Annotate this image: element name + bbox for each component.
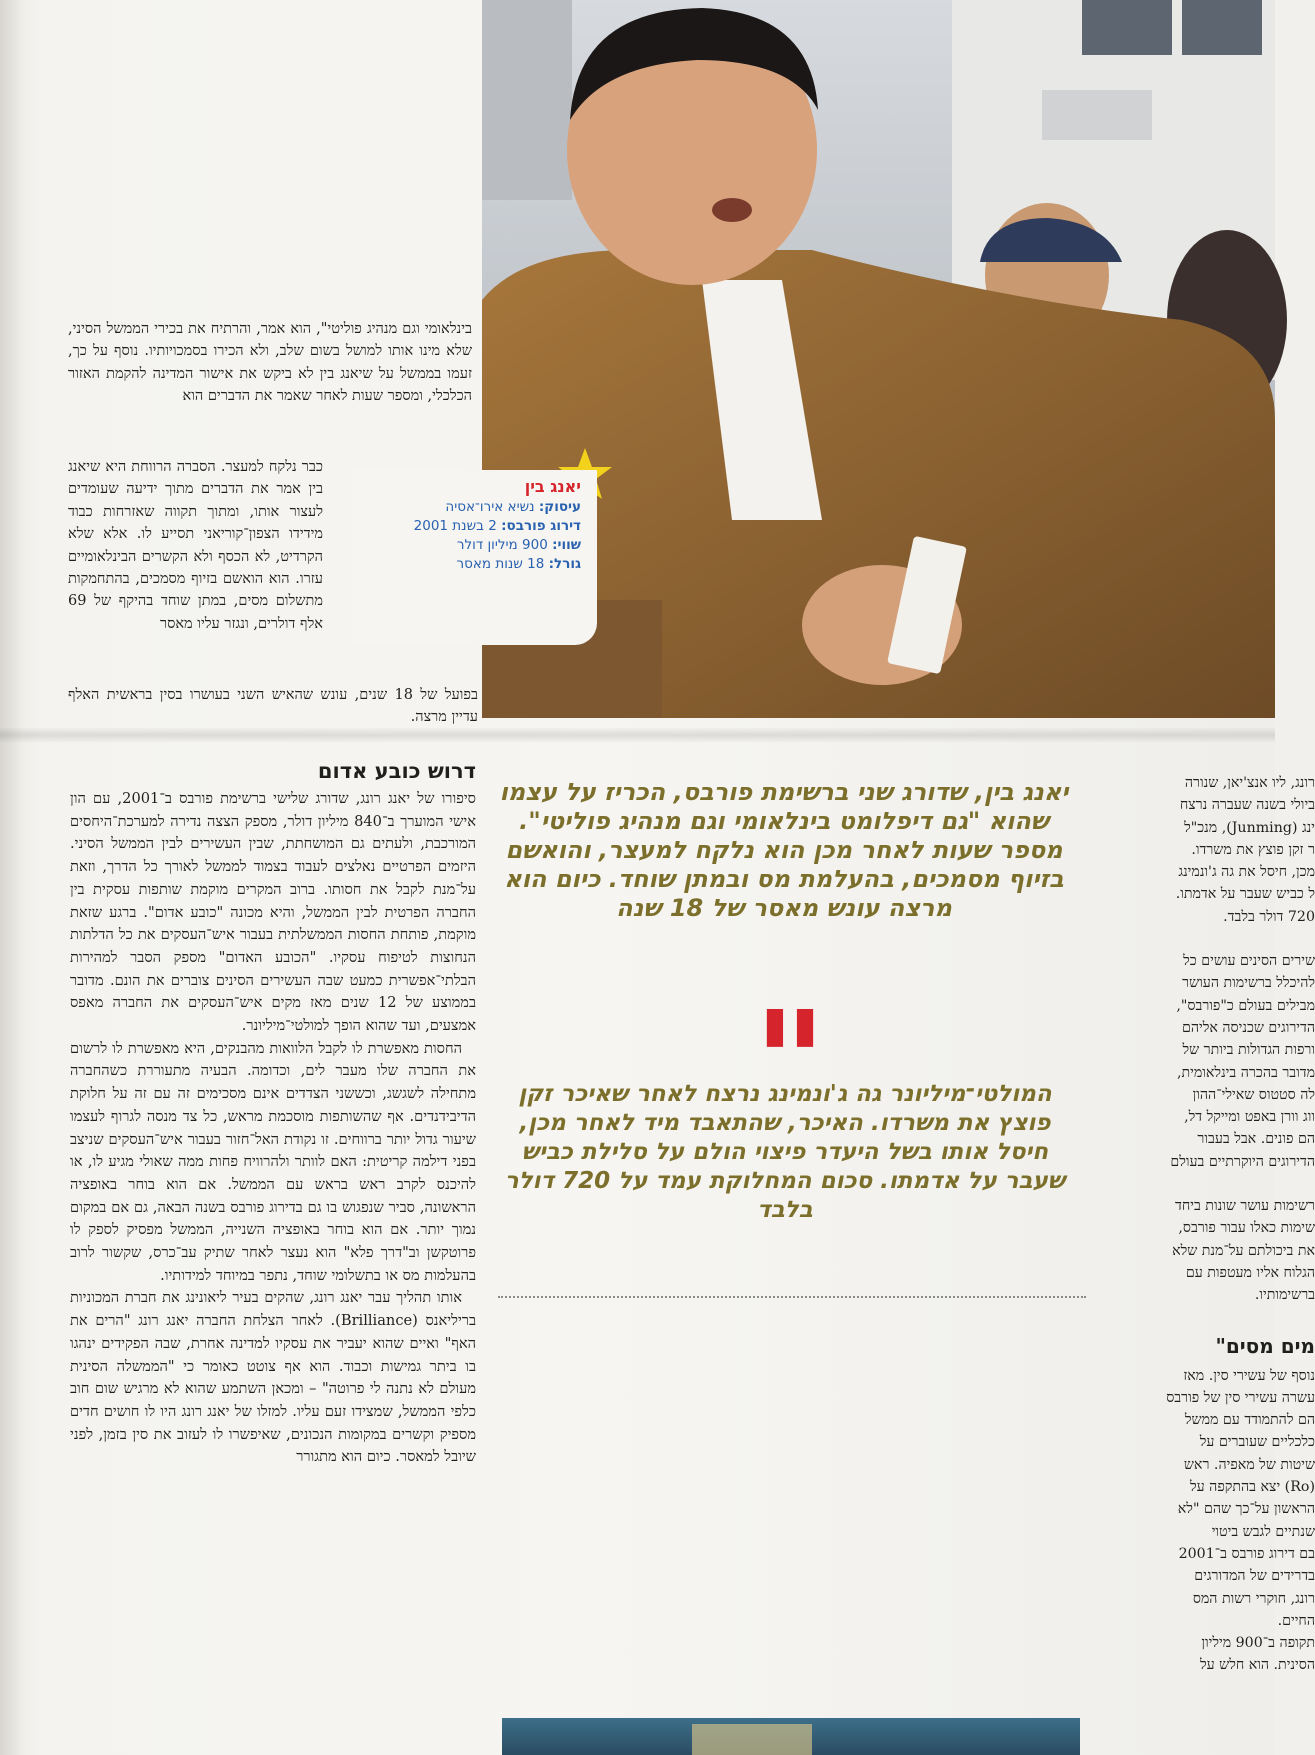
text-line: ינג (Junming), מנכ"ל: [1184, 819, 1315, 836]
photo-illustration: [482, 0, 1275, 718]
text-line: שיטות של מאפיה. ראש: [1183, 1456, 1315, 1473]
article-text-top: בינלאומי וגם מנהיג פוליטי", הוא אמר, והרתיח את בכירי הממשל הסיני, שלא מינו אותו למושל בשום שלב, ולא הכירו בסמכויותיו. נוסף על כך, זעמו בממשל על שיאנג בין לא ביקש את אישור המדינה להקמת האזור הכלכלי, ומספר שעות לאחר שאמר את הדברים הוא: [68, 321, 472, 405]
pull-quote-1: יאנג בין, שדורג שני ברשימת פורבס, הכריז על עצמו שהוא "גם דיפלומט בינלאומי וגם מנהיג פוליטי". מספר שעות לאחר מכן הוא נלקח למעצר, והואשם בזיוף מסמכים, בהעלמת מס ובמתן שוחד. כיום הוא מרצה עונש מאסר של 18 שנה: [499, 778, 1069, 922]
text-line: הם פונים. אבל בעבור: [1197, 1131, 1315, 1148]
profile-row-ranking: [362, 517, 581, 536]
text-line: שירים הסינים עושים כל: [1183, 953, 1315, 970]
text-line: הראשון על־כך שהם "לא: [1177, 1501, 1315, 1518]
text-line: עשרה עשירי סין של פורבס: [1166, 1389, 1315, 1406]
text-line: כלכליים שעוברים על: [1199, 1434, 1315, 1451]
profile-label: דירוג פורבס:: [501, 518, 581, 534]
text-line: את ביכולתם על־מנת שלא: [1172, 1242, 1315, 1259]
text-line: בם דירוג פורבס ב־2001: [1178, 1545, 1315, 1562]
text-line: להיכלל ברשימות העושר: [1182, 975, 1315, 992]
text-line: מבילים בעולם כ"פורבס",: [1176, 997, 1315, 1014]
text-line: ווג וורן באפט ומייקל דל,: [1184, 1109, 1315, 1126]
text-line: ורפות הגדולות ביותר של: [1182, 1042, 1315, 1059]
profile-value: נשיא אירו־אסיה: [445, 499, 535, 515]
profile-row-worth: [362, 536, 581, 555]
news-photo: [482, 0, 1275, 718]
paragraph-gap: [1090, 1173, 1315, 1195]
bottom-photo-edge: [502, 1718, 1080, 1755]
text-line: לה סטטוס שאילי־ההון: [1192, 1086, 1315, 1103]
text-line: ר זקן פוצץ את משרדו.: [1191, 841, 1315, 858]
text-line: שימות כאלו עבור פורבס,: [1178, 1220, 1315, 1237]
text-line: מכן, חיסל את גה ג'ונמינג: [1178, 864, 1315, 881]
text-line: ביולי בשנה שעברה נרצח: [1179, 797, 1315, 814]
page-fold: [0, 728, 1275, 742]
profile-caption: [352, 470, 597, 645]
text-line: הם להתמודד עם ממשל: [1184, 1412, 1315, 1429]
article-column-right-text: [1090, 772, 1315, 1677]
article-column-left: [70, 756, 476, 1469]
text-line: בדרידים של המדורגים: [1194, 1568, 1315, 1585]
text-line: הסינית. הוא חלש על: [1199, 1657, 1315, 1674]
article-text-wrap: כבר נלקח למעצר. הסברה הרווחת היא שיאנג בין אמר את הדברים מתוך ידיעה שעומדים לעצור אותו, ומתוך תקווה שאזרחות כבוד מידידו הצפון־קוריאני תסייע לו. אלא שלא הקרדיט, לא הכסף ולא הקשרים הבינלאומיים עזרו. הוא הואשם בזיוף מסמכים, בהתחמקות מתשלום מסים, במתן שוחד בהיקף של 69 אלף דולרים, ונגזר עליו מאסר: [68, 459, 323, 632]
text-line: שנתיים לגבש ביטוי: [1211, 1523, 1315, 1540]
text-line: הדירוגים היוקרתיים בעולם: [1170, 1153, 1315, 1170]
profile-row-fate: [362, 555, 581, 574]
article-paragraph: החסות מאפשרת לו לקבל הלוואות מהבנקים, היא מאפשרת לו לרשום את החברה שלו מעבר לים, וכדומה. הבעיה מתעוררת כשהחברה מתחילה לשגשג, וכששני הצדדים אינם מסכימים זה עם זה על חלוקת הדיבידנדים. אף שהשותפות מוסכמת מראש, כל צד מנסה לגרוף לעצמו שיעור גדול יותר ברווחים. זו נקודת האל־חזור בעבור איש־העסקים שניצב בפני דילמה קריטית: האם לוותר ולהרוויח פחות ממה שאולי מגיע לו, או להיכנס לקרב ראש בראש עם הממשל. אם הוא בוחר באופציה הראשונה, סביר שנפגוש בו גם בדירוג פורבס בשנה הבאה, גם אם במקום נמוך יותר. אם הוא בוחר באופציה השנייה, הממשל מפסיק לספק לו פרוטקשן וב"דרך פלא" הוא נעצר לאחר שתיק עב־כרס, שקשור לרוב בהעלמות מס או בתשלומי שוחד, נתפר במיוחד למידותיו.: [70, 1039, 476, 1284]
text-line: נוסף של עשירי סין. מאז: [1183, 1367, 1315, 1384]
profile-value: 18 שנות מאסר: [456, 556, 545, 572]
text-line: רונג, ליו אנצ'יאן, שנורה: [1184, 775, 1315, 791]
text-line: 720 דולר בלבד.: [1223, 908, 1315, 925]
text-line: תקופה ב־900 מיליון: [1201, 1635, 1315, 1652]
article-column-right: [1088, 772, 1315, 1755]
pull-quote-2: המולטי־מיליונר גה ג'ונמינג נרצח לאחר שאיכר זקן פוצץ את משרדו. האיכר, שהתאבד מיד לאחר מכן, חיסל אותו בשל היעדר פיצוי הולם על סלילת כביש שעבר על אדמתו. סכום המחלוקת עמד על 720 דולר בלבד: [504, 1081, 1066, 1223]
text-line: הדירוגים שכניסה אליהם: [1181, 1019, 1315, 1036]
profile-row-occupation: [362, 498, 581, 517]
text-line: ל כביש שעבר על אדמתו.: [1175, 886, 1315, 903]
section-heading: דרוש כובע אדום: [317, 759, 476, 783]
profile-name: יאנג בין: [524, 477, 581, 496]
section-heading-right: מים מסים": [1215, 1333, 1315, 1358]
paragraph-gap: [1090, 928, 1315, 950]
text-line: רשימות עושר שונות ביחד: [1175, 1198, 1315, 1215]
profile-label: שווי:: [552, 537, 581, 553]
profile-value: 2 בשנת 2001: [413, 518, 497, 534]
text-line: ברשימותיו.: [1254, 1287, 1315, 1304]
text-line: מדובר בהכרה בינלאומית,: [1177, 1064, 1315, 1081]
article-paragraph: סיפורו של יאנג רונג, שדורג שלישי ברשימת פורבס ב־2001, עם הון אישי המוערך ב־840 מיליון דולר, מספק הצצה נדירה למערכת־היחסים המורכבת, ולעתים גם המושחתת, שבין העשירים לבין הממשל הסיני. היזמים הפרטיים נאלצים לעבוד בצמוד לממשל לאורך כל הדרך, וזאת על־מנת לקבל את חסותו. ברוב המקרים מוקמת שותפות עסקית בין החברה הפרטית לבין הממשל, והיא מכונה "כובע אדום". ברגע שזאת מוקמת, פותחת החסות הממשלתית בעבור איש־העסקים את כל הדלתות הנחוצות לטיפוח עסקיו. "הכובע האדום" מספק הסבר למהירות הבלתי־אפשרית כמעט שבה העשירים הסינים צוברים את הונם. מדובר בממוצע של 12 שנים מאז מקים איש־העסקים את החברה מאפס אמצעים, ועד שהוא הופך למולטי־מיליונר.: [70, 790, 476, 1035]
text-line: (Ro) יצא בהתקפה על: [1189, 1479, 1315, 1496]
profile-label: עיסוק:: [538, 499, 581, 515]
page-edge-shadow: [0, 0, 22, 1755]
dotted-divider: [498, 1296, 1086, 1298]
text-line: החיים.: [1277, 1612, 1315, 1629]
article-text-end: בפועל של 18 שנים, עונש שהאיש השני בעושרו בסין בראשית האלף עדיין מרצה.: [68, 687, 478, 726]
profile-label: גורל:: [548, 556, 581, 572]
profile-value: 900 מיליון דולר: [456, 537, 548, 553]
article-paragraph: אותו תהליך עבר יאנג רונג, שהקים בעיר ליאונינג את חברת המכוניות בריליאנס (Brilliance). לאחר הצלחת החברה יאנג רונג "הרים את האף" ואיים שהוא יעביר את עסקיו למדינה אחרת, שבה הפקידים ינהגו בו ביתר גמישות וכבוד. הוא אף צוטט כאומר כי "הממשלה הסינית מעולם לא נתנה לי פרוטה" – ומכאן השתמע שהוא לא מרגיש שום חוב כלפי הממשל, שמצידו זעם עליו. למזלו של יאנג רונג היו לו חושים חדים מספיק וקשרים במקומות הנכונים, שאיפשרו לו לעזוב את סין בזמן, לפני שיובל למאסר. כיום הוא מתגורר: [70, 1289, 476, 1466]
text-line: רונג, חוקרי רשות המס: [1192, 1590, 1315, 1607]
text-line: הגלוח אליו מעטפות עם: [1185, 1264, 1315, 1281]
quote-mark-icon: ": [753, 981, 827, 1145]
